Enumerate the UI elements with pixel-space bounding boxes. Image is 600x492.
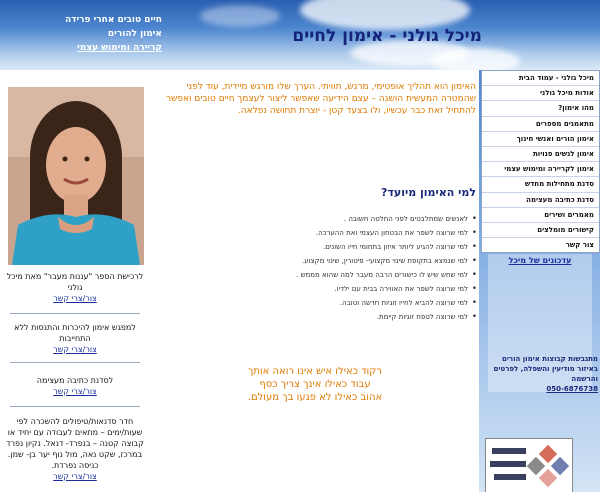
section-heading: למי האימון מיועד? — [381, 186, 476, 199]
cloud-decoration — [200, 5, 280, 27]
site-title-slogan: אימון לחיים — [292, 26, 384, 46]
promo-contact-link[interactable]: צור/צרי קשר — [53, 345, 97, 354]
left-sidebar — [0, 70, 151, 492]
portrait-image — [8, 87, 144, 265]
main-nav — [481, 70, 600, 253]
list-item: • לאנשים שמתלבטים לפני החלטה חשובה . — [154, 212, 468, 226]
list-item: • למי שרוצה להגיע ליותר איזון בתחומי חייו השונים. — [154, 240, 468, 254]
nav-item-home[interactable]: מיכל גולני - עמוד הבית — [482, 71, 599, 86]
promo-contact-link[interactable]: צור/צרי קשר — [53, 387, 97, 396]
promo-contact-link[interactable]: צור/צרי קשר — [53, 294, 97, 303]
promo-contact-link[interactable]: צור/צרי קשר — [53, 472, 97, 481]
nav-item-career[interactable]: אימון לקריירה ומימוש עצמי — [482, 162, 599, 177]
updates-text — [490, 354, 598, 394]
tagline-line: אימון להורים — [107, 29, 162, 39]
list-item: • למי שרוצה לטפח זוגיות קיימת. — [154, 310, 468, 324]
right-sidebar — [479, 70, 600, 492]
quote-line: רקוד כאילו איש אינו רואה אותך — [247, 366, 383, 377]
updates-phone[interactable]: 050-6876738 — [546, 385, 598, 393]
audience-list — [154, 212, 478, 324]
site-title — [292, 26, 482, 46]
updates-body: מתגבשות קבוצות אימון הורים באיזור מודיעין והשפלה, לפרטים והרשמה — [493, 355, 598, 383]
nav-item-contact[interactable]: צור קשר — [565, 241, 594, 250]
quote — [154, 365, 476, 404]
nav-item-about[interactable]: אודות מיכל גולני — [482, 86, 599, 101]
list-item: • למי שרוצה להביא לחייו זוגיות חדשה וטובה. — [154, 296, 468, 310]
promo-text: למפגש אימון להיכרות והתנסות ללא התחייבות — [14, 323, 136, 343]
nav-item-writing-workshop[interactable]: סדנת כתיבה מעצימה — [482, 193, 599, 208]
promo-divider — [10, 406, 140, 407]
tagline-line: קריירה ומימוש עצמי — [77, 43, 162, 53]
logo-image — [486, 439, 572, 492]
tagline-line: חיים טובים אחרי פרידה — [64, 15, 162, 25]
site-title-name: מיכל גולני — [402, 26, 482, 46]
promo-writing-workshop — [4, 375, 146, 397]
updates-title[interactable]: עדכונים של מיכל — [508, 256, 572, 265]
nav-item-what-is-coaching[interactable]: מהו אימון? — [482, 101, 599, 116]
coaches-chamber-logo[interactable] — [485, 438, 573, 492]
nav-item-testimonials[interactable]: מתאמנים מספרים — [482, 117, 599, 132]
tagline — [65, 13, 162, 55]
list-item: • למי שרוצה לשפר את האווירה בבית עם ילדיו. — [154, 282, 468, 296]
list-item: • למי שרוצה לשפר את הבטחון העצמי ואת ההערכה. — [154, 226, 468, 240]
nav-item-single-women[interactable]: אימון לנשים פנויות — [482, 147, 599, 162]
nav-item-restart-workshop[interactable]: סדנת מתחילות מחדש — [482, 177, 599, 192]
site-title-separator: - — [383, 26, 403, 46]
promo-divider — [10, 362, 140, 363]
nav-item-links[interactable]: קישורים מומלצים — [482, 223, 599, 238]
quote-line: אהוב כאילו לא פגעו בך מעולם. — [247, 392, 383, 403]
promo-book — [4, 271, 146, 304]
header-banner — [0, 0, 600, 70]
list-item: • למי שחש שיש לו כישורים הרבה מעבר למה שהוא מממש . — [154, 268, 468, 282]
promo-text: לסדנת כתיבה מעצימה — [36, 376, 114, 385]
intro-paragraph: האימון הוא תהליך אופטימי, מרגש, חוויתי. הערך שלו מורגש מיידית, עוד לפני שהמטרה המעשית הושגה – עצם הידיעה שאפשר ליצור לעצמך חיים טובים ואפשר להתחיל זאת כבר עכשיו, ולו בצעד קטן - יוצרת תחושה נפלאה. — [165, 82, 476, 116]
quote-line: עבוד כאילו אינך צריך כסף — [259, 379, 371, 390]
nav-item-parents-coaching[interactable]: אימון הורים ואנשי חינוך — [482, 132, 599, 147]
main-content — [150, 70, 479, 492]
promo-trial-session — [4, 322, 146, 355]
promo-text: חדר סדנאות/טיפולים להשכרה לפי שעות/ימים – מתאים לעבודה עם יחיד או קבוצה קטנה – בנפרד- דנאל. נקיון נפרד במרכז, שקט נאה, מול נוף יער בן- שמן. כניסה נפרדת. — [6, 417, 144, 470]
nav-item-articles[interactable]: מאמרים ושירים — [482, 208, 599, 223]
promo-room-rental — [4, 416, 146, 482]
cloud-decoration — [430, 48, 520, 70]
promo-divider — [10, 313, 140, 314]
list-item: • למי שנמצא בתקופת שינוי מקצועי- פיטורין, שינוי מקצוע. — [154, 254, 468, 268]
portrait-photo — [8, 87, 144, 265]
promo-text: לרכישת הספר "עננות מעבר" מאת מיכל גולני — [6, 272, 144, 292]
